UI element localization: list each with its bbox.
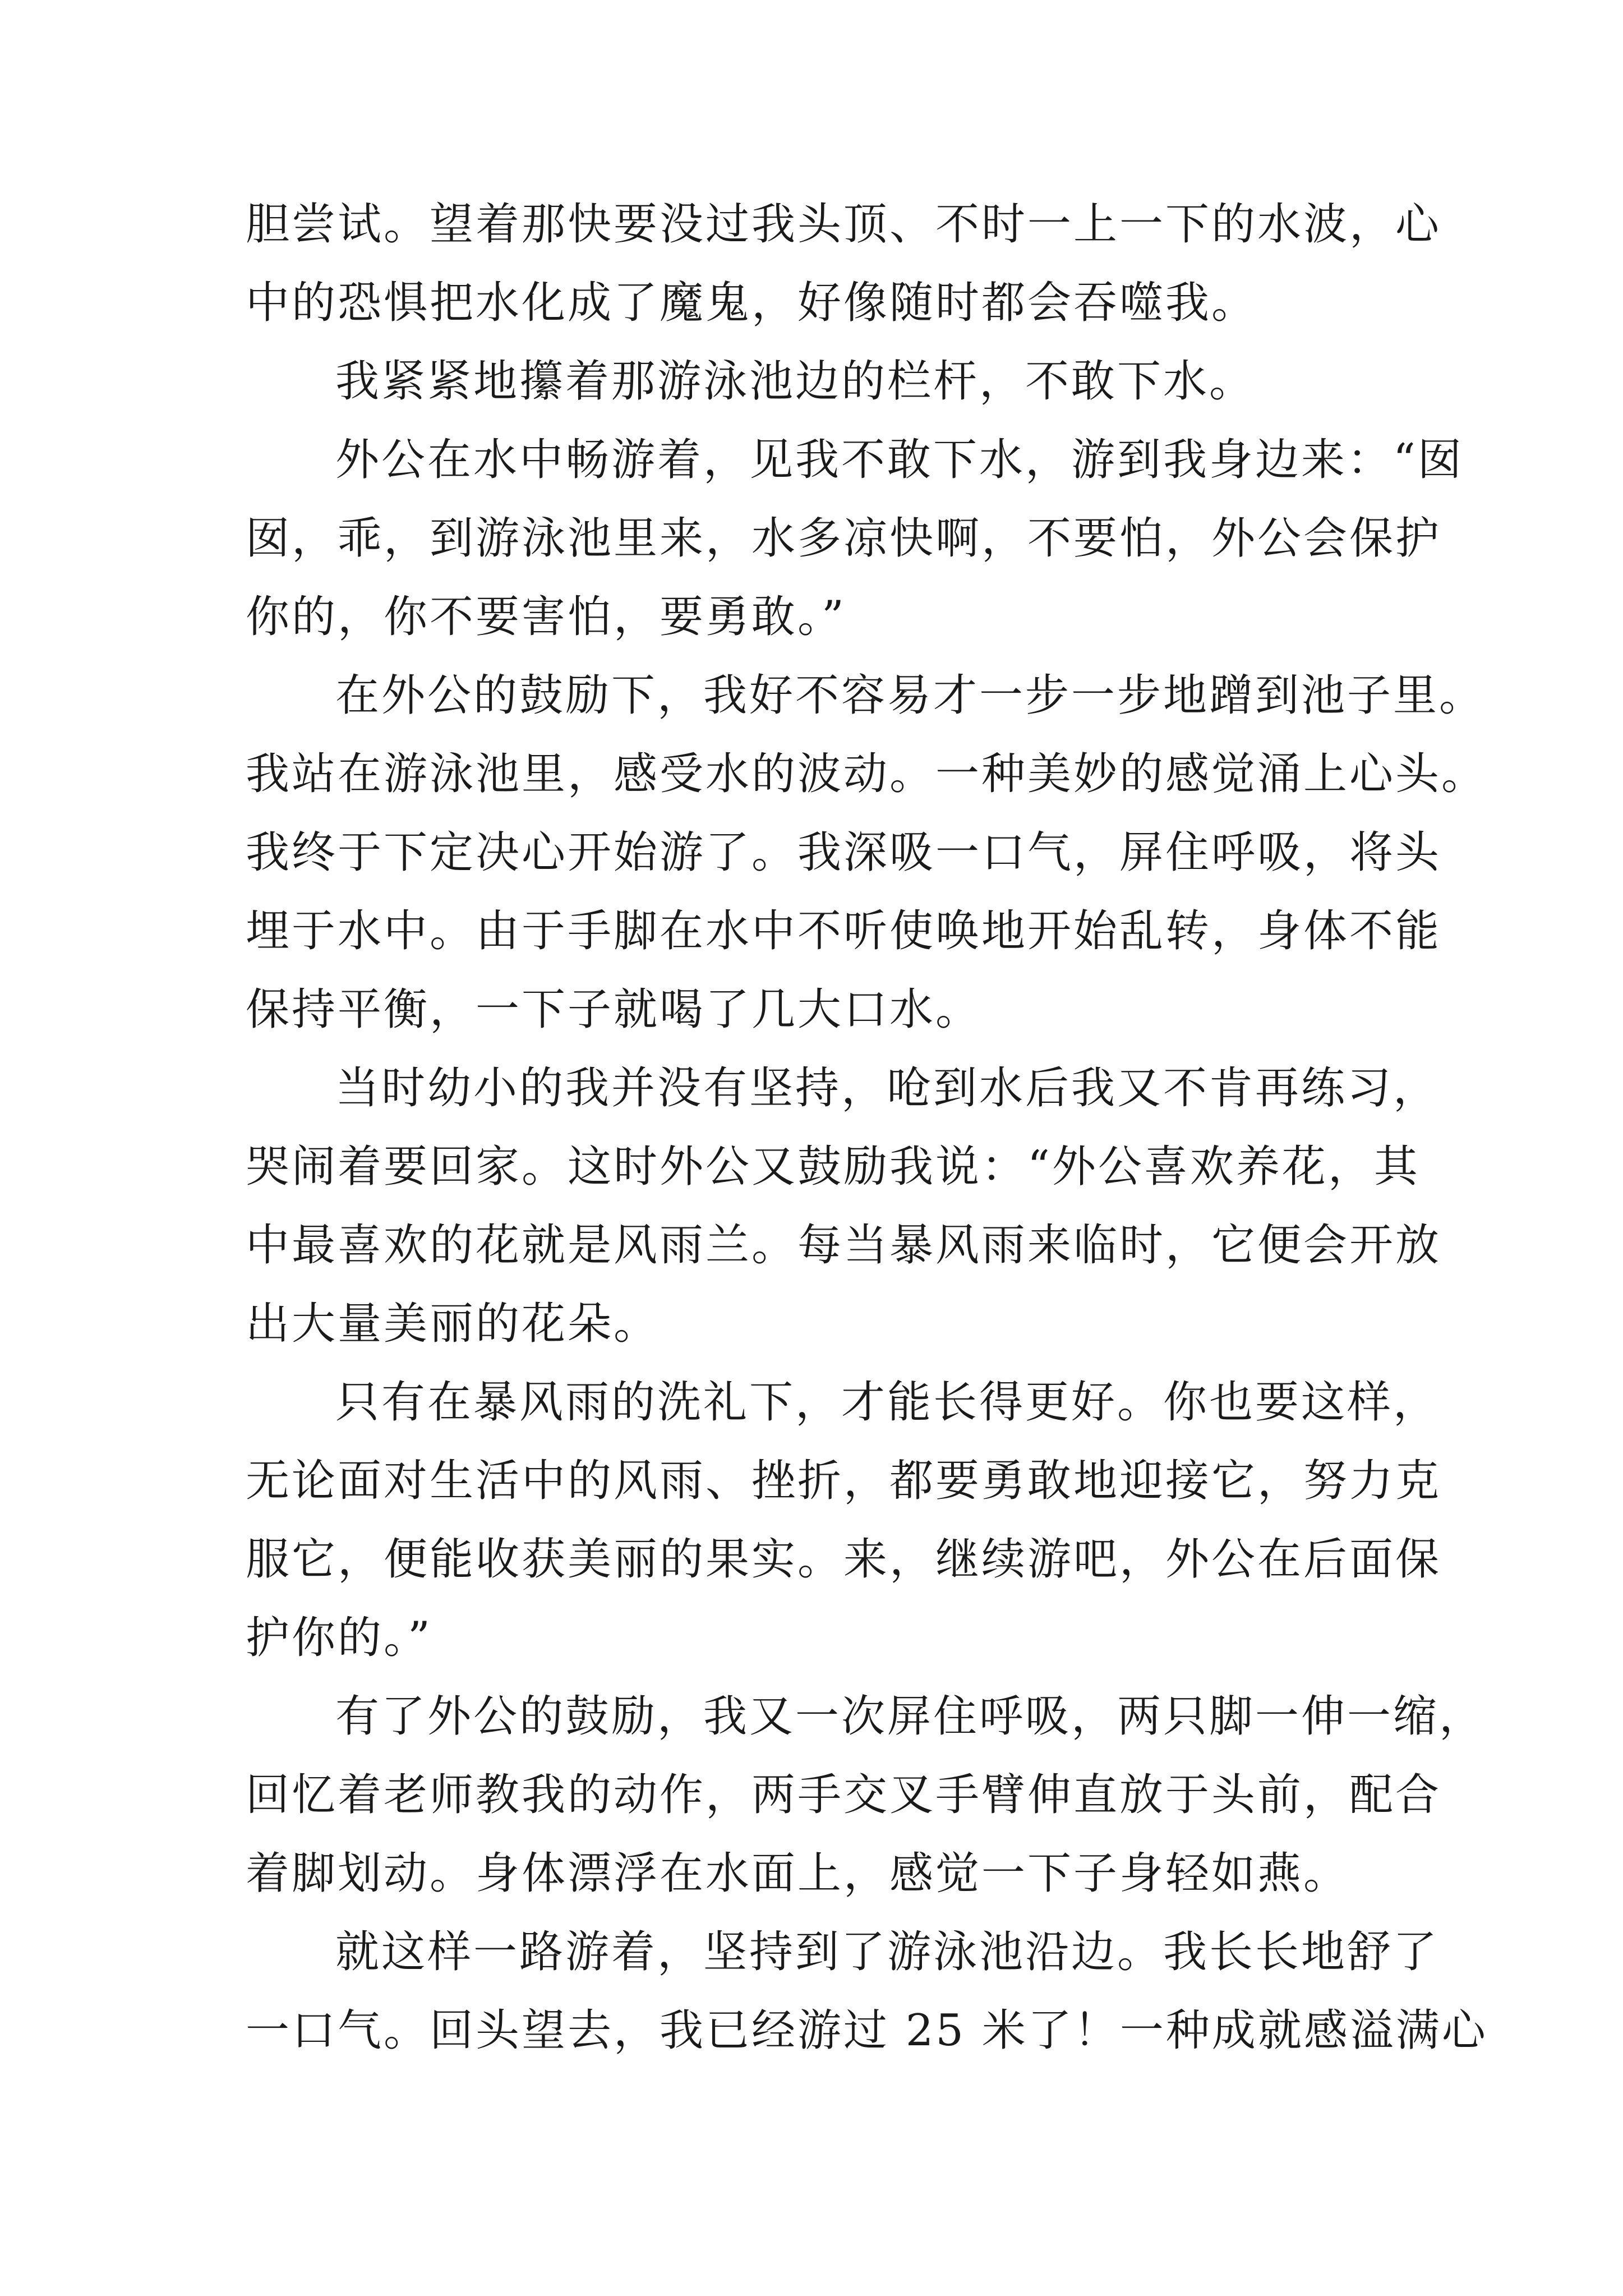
text-line: 就这样一路游着，坚持到了游泳池沿边。我长长地舒了 (335, 1927, 1440, 1977)
text-line: 我站在游泳池里，感受水的波动。一种美妙的感觉涌上心头。 (246, 749, 1488, 799)
text-line: 外公在水中畅游着，见我不敢下水，游到我身边来：“囡 (335, 435, 1464, 485)
document-body (246, 185, 1488, 2070)
text-line: 中的恐惧把水化成了魔鬼，好像随时都会吞噬我。 (246, 278, 1258, 328)
text-line: 我紧紧地攥着那游泳池边的栏杆，不敢下水。 (335, 356, 1256, 407)
text-line: 哭闹着要回家。这时外公又鼓励我说：“外公喜欢养花，其 (246, 1142, 1420, 1192)
text-line: 你的，你不要害怕，要勇敢。” (246, 592, 846, 642)
text-line: 胆尝试。望着那快要没过我头顶、不时一上一下的水波，心 (246, 199, 1442, 250)
text-line: 出大量美丽的花朵。 (246, 1299, 660, 1349)
text-line: 服它，便能收获美丽的果实。来，继续游吧，外公在后面保 (246, 1534, 1442, 1585)
text-line: 在外公的鼓励下，我好不容易才一步一步地蹭到池子里。 (335, 670, 1486, 721)
text-line: 我终于下定决心开始游了。我深吸一口气，屏住呼吸，将头 (246, 827, 1442, 878)
text-line: 中最喜欢的花就是风雨兰。每当暴风雨来临时，它便会开放 (246, 1220, 1442, 1271)
text-line: 回忆着老师教我的动作，两手交叉手臂伸直放于头前，配合 (246, 1770, 1442, 1820)
text-line: 只有在暴风雨的洗礼下，才能长得更好。你也要这样， (335, 1377, 1440, 1428)
text-line: 有了外公的鼓励，我又一次屏住呼吸，两只脚一伸一缩， (335, 1691, 1486, 1742)
text-line: 埋于水中。由于手脚在水中不听使唤地开始乱转，身体不能 (246, 906, 1442, 956)
text-line: 着脚划动。身体漂浮在水面上，感觉一下子身轻如燕。 (246, 1848, 1350, 1899)
text-line: 无论面对生活中的风雨、挫折，都要勇敢地迎接它，努力克 (246, 1456, 1442, 1506)
text-line: 一口气。回头望去，我已经游过 25 米了！一种成就感溢满心 (246, 2005, 1488, 2056)
text-line: 护你的。” (246, 1613, 432, 1663)
text-line: 当时幼小的我并没有坚持，呛到水后我又不肯再练习， (335, 1063, 1440, 1114)
text-line: 囡，乖，到游泳池里来，水多凉快啊，不要怕，外公会保护 (246, 513, 1442, 564)
text-line: 保持平衡，一下子就喝了几大口水。 (246, 984, 982, 1035)
